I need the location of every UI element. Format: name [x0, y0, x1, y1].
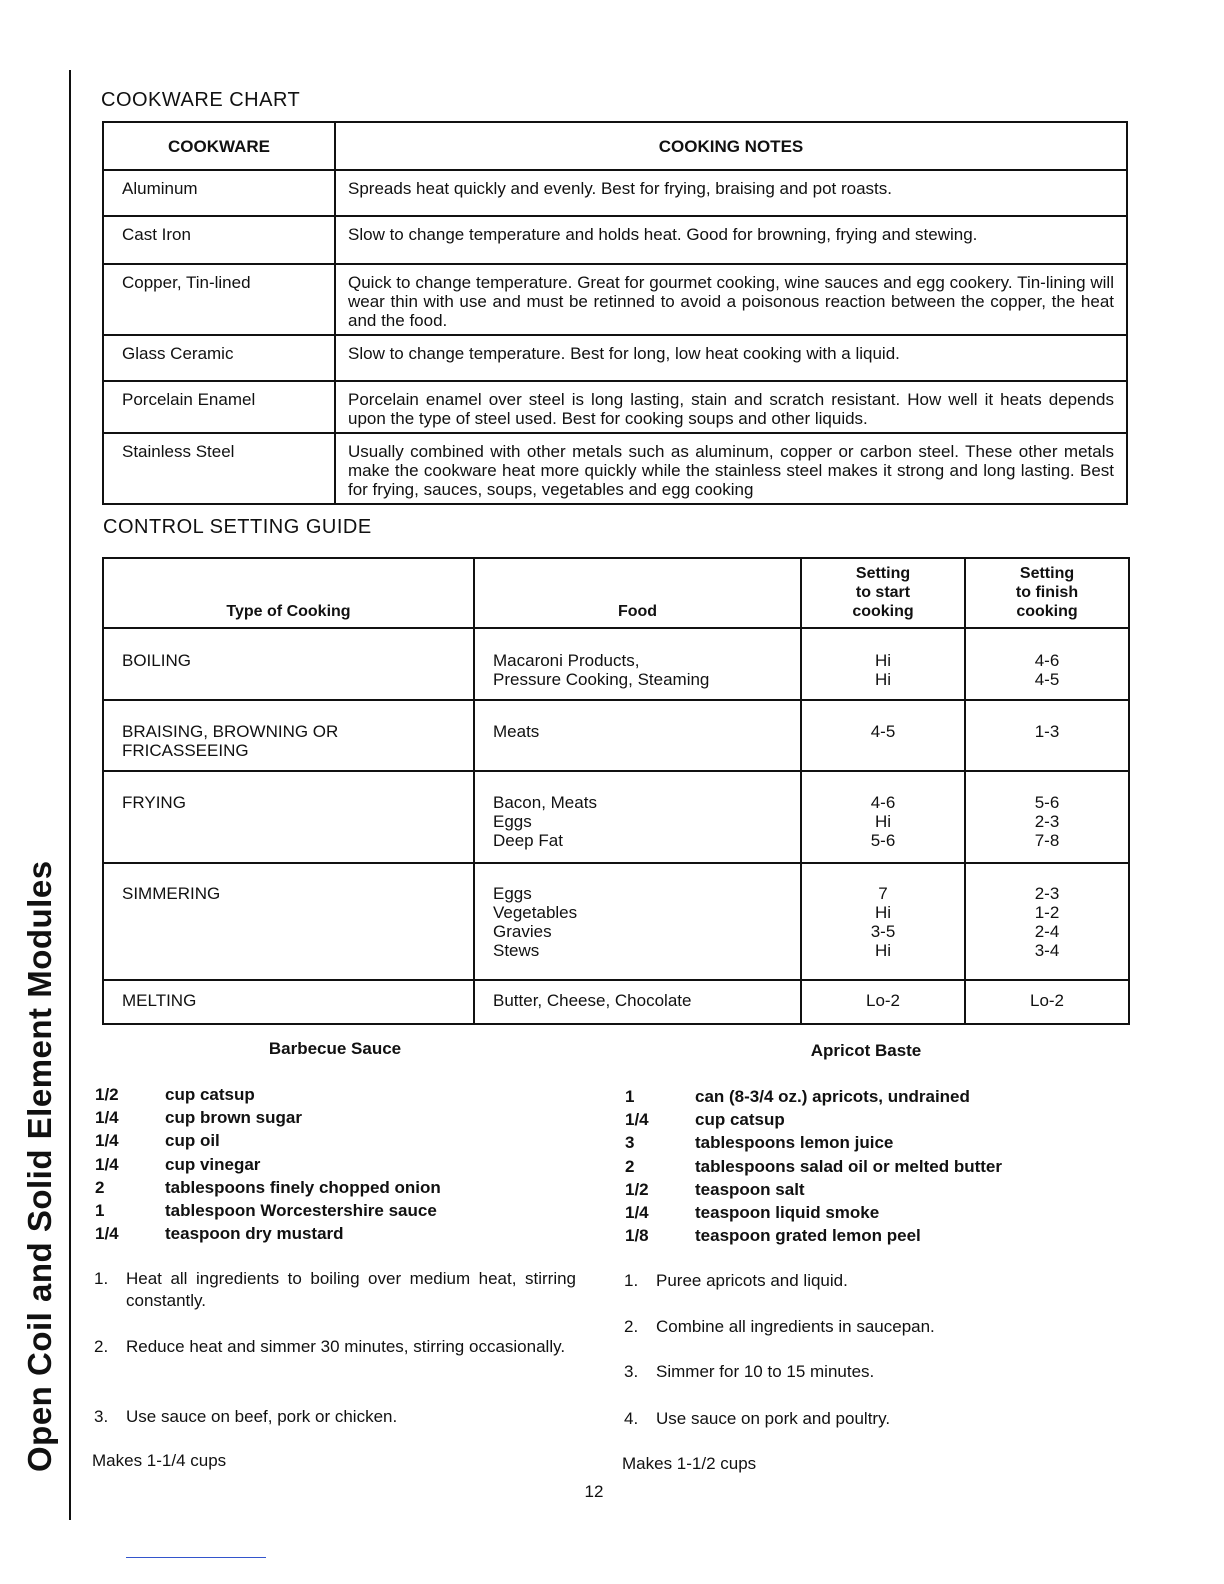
page-number: 12 [584, 1482, 604, 1501]
food-header: Food [474, 558, 801, 628]
control-guide-title: CONTROL SETTING GUIDE [103, 516, 372, 538]
finish-setting-header: Setting to finish cooking [965, 558, 1129, 628]
cooking-notes-header: COOKING NOTES [335, 122, 1127, 170]
step-number: 2. [624, 1317, 639, 1336]
apricot-yield: Makes 1-1/2 cups [622, 1454, 757, 1473]
apricot-step [624, 1408, 1104, 1430]
ingredient-item: cup oil [165, 1131, 220, 1151]
type-of-cooking-header: Type of Cooking [103, 558, 474, 628]
cookware-table [102, 121, 1128, 505]
margin-rule [69, 70, 71, 1520]
cooking-type: FRYING [103, 771, 474, 863]
ingredient-row [625, 1224, 1055, 1247]
ingredient-item: teaspoon liquid smoke [695, 1203, 880, 1223]
step-text: Use sauce on beef, pork or chicken. [126, 1407, 398, 1426]
ingredient-item: cup catsup [165, 1085, 255, 1104]
cookware-name: Stainless Steel [103, 433, 335, 504]
finish-setting: 4-6 4-5 [965, 628, 1129, 700]
cooking-type: BOILING [103, 628, 474, 700]
barbecue-sauce-title: Barbecue Sauce [268, 1039, 402, 1058]
cookware-note: Porcelain enamel over steel is long lasting, stain and scratch resistant. How well it heats depends upon the type of steel used. Best for cooking soups and other liquids. [335, 381, 1127, 433]
ingredient-row [625, 1178, 1055, 1201]
ingredient-item: cup brown sugar [165, 1108, 302, 1128]
ingredient-row [95, 1176, 565, 1199]
cooking-type: BRAISING, BROWNING OR FRICASSEEING [103, 700, 474, 771]
cookware-note: Slow to change temperature. Best for long, low heat cooking with a liquid. [335, 335, 1127, 381]
start-setting-header: Setting to start cooking [801, 558, 965, 628]
ingredient-row [625, 1108, 1055, 1131]
barbecue-step [94, 1406, 576, 1428]
cooking-food: Meats [474, 700, 801, 771]
step-text: Use sauce on pork and poultry. [656, 1409, 891, 1428]
ingredient-row [95, 1106, 565, 1129]
cooking-food: Macaroni Products, Pressure Cooking, Steaming [474, 628, 801, 700]
start-setting: Lo-2 [801, 980, 965, 1024]
ingredient-qty: 1/4 [95, 1131, 119, 1151]
cookware-name: Cast Iron [103, 216, 335, 264]
cookware-name: Aluminum [103, 170, 335, 216]
ingredient-row [95, 1129, 565, 1152]
ingredient-row [625, 1085, 1055, 1108]
ingredient-qty: 1/8 [625, 1226, 649, 1246]
ingredient-qty: 1/4 [95, 1154, 119, 1174]
cookware-name: Porcelain Enamel [103, 381, 335, 433]
ingredient-item: cup catsup [695, 1110, 785, 1130]
step-number: 3. [624, 1362, 639, 1381]
cooking-food: Butter, Cheese, Chocolate [474, 980, 801, 1024]
cookware-note: Quick to change temperature. Great for gourmet cooking, wine sauces and egg cookery. Tin-lining will wear thin with use and must be retinned to avoid a poisonous reaction between the copper, the heat and the food. [335, 264, 1127, 335]
ingredient-row [95, 1199, 565, 1222]
step-number: 3. [94, 1407, 109, 1426]
start-setting: 4-6 Hi 5-6 [801, 771, 965, 863]
step-text: Reduce heat and simmer 30 minutes, stirring occasionally. [126, 1337, 566, 1356]
start-setting: Hi Hi [801, 628, 965, 700]
ingredient-qty: 1/4 [625, 1203, 649, 1223]
ingredient-row [625, 1131, 1055, 1154]
cooking-food: Bacon, Meats Eggs Deep Fat [474, 771, 801, 863]
ingredient-qty: 1/2 [95, 1085, 119, 1104]
finish-setting: 5-6 2-3 7-8 [965, 771, 1129, 863]
ingredient-item: can (8-3/4 oz.) apricots, undrained [695, 1087, 970, 1106]
ingredient-row [95, 1153, 565, 1176]
apricot-step [624, 1316, 1104, 1338]
finish-setting: 1-3 [965, 700, 1129, 771]
ingredient-item: teaspoon dry mustard [165, 1224, 344, 1244]
cooking-food: Eggs Vegetables Gravies Stews [474, 863, 801, 980]
ingredient-item: tablespoons lemon juice [695, 1133, 894, 1153]
ingredient-item: cup vinegar [165, 1154, 261, 1174]
ingredient-row [95, 1222, 565, 1245]
ingredient-item: teaspoon grated lemon peel [695, 1226, 921, 1246]
step-number: 2. [94, 1337, 109, 1356]
barbecue-step [94, 1268, 576, 1312]
barbecue-ingredient-list [95, 1083, 565, 1245]
step-number: 1. [624, 1271, 639, 1290]
barbecue-step [94, 1336, 576, 1358]
cooking-type: SIMMERING [103, 863, 474, 980]
apricot-step [624, 1270, 1104, 1292]
cookware-name: Copper, Tin-lined [103, 264, 335, 335]
ingredient-row [95, 1083, 565, 1106]
step-text: Simmer for 10 to 15 minutes. [656, 1362, 875, 1381]
step-number: 4. [624, 1409, 639, 1428]
decorative-rule [126, 1557, 266, 1558]
cookware-header: COOKWARE [103, 122, 335, 170]
start-setting: 7 Hi 3-5 Hi [801, 863, 965, 980]
ingredient-item: tablespoon Worcestershire sauce [165, 1201, 437, 1221]
ingredient-row [625, 1201, 1055, 1224]
ingredient-qty: 1/4 [625, 1110, 649, 1130]
ingredient-qty: 1/2 [625, 1179, 649, 1199]
ingredient-qty: 2 [625, 1156, 635, 1176]
barbecue-yield: Makes 1-1/4 cups [92, 1451, 227, 1470]
step-number: 1. [94, 1269, 109, 1288]
apricot-step [624, 1361, 1104, 1383]
finish-setting: Lo-2 [965, 980, 1129, 1024]
sidebar-section-title: Open Coil and Solid Element Modules [21, 860, 58, 1472]
ingredient-qty: 1/4 [95, 1108, 119, 1128]
cookware-note: Usually combined with other metals such as aluminum, copper or carbon steel. These other metals make the cookware heat more quickly while the stainless steel makes it strong and long lasting. Best for frying, sauces, soups, vegetables and egg cooking [335, 433, 1127, 504]
ingredient-row [625, 1155, 1055, 1178]
apricot-baste-title: Apricot Baste [810, 1041, 922, 1060]
ingredient-qty: 1 [95, 1201, 105, 1221]
cookware-note: Slow to change temperature and holds heat. Good for browning, frying and stewing. [335, 216, 1127, 264]
cookware-note: Spreads heat quickly and evenly. Best for frying, braising and pot roasts. [335, 170, 1127, 216]
step-text: Combine all ingredients in saucepan. [656, 1317, 935, 1336]
ingredient-item: tablespoons salad oil or melted butter [695, 1156, 1002, 1176]
ingredient-qty: 2 [95, 1177, 105, 1197]
finish-setting: 2-3 1-2 2-4 3-4 [965, 863, 1129, 980]
ingredient-qty: 1/4 [95, 1224, 119, 1244]
ingredient-item: teaspoon salt [695, 1179, 805, 1199]
cooking-type: MELTING [103, 980, 474, 1024]
cookware-name: Glass Ceramic [103, 335, 335, 381]
ingredient-item: tablespoons finely chopped onion [165, 1177, 441, 1197]
step-text: Heat all ingredients to boiling over medium heat, stirring constantly. [126, 1269, 576, 1310]
control-setting-table [102, 557, 1130, 1025]
step-text: Puree apricots and liquid. [656, 1271, 848, 1290]
ingredient-qty: 1 [625, 1087, 635, 1106]
cookware-chart-title: COOKWARE CHART [101, 89, 301, 111]
start-setting: 4-5 [801, 700, 965, 771]
ingredient-qty: 3 [625, 1133, 635, 1153]
apricot-ingredient-list [625, 1085, 1055, 1247]
